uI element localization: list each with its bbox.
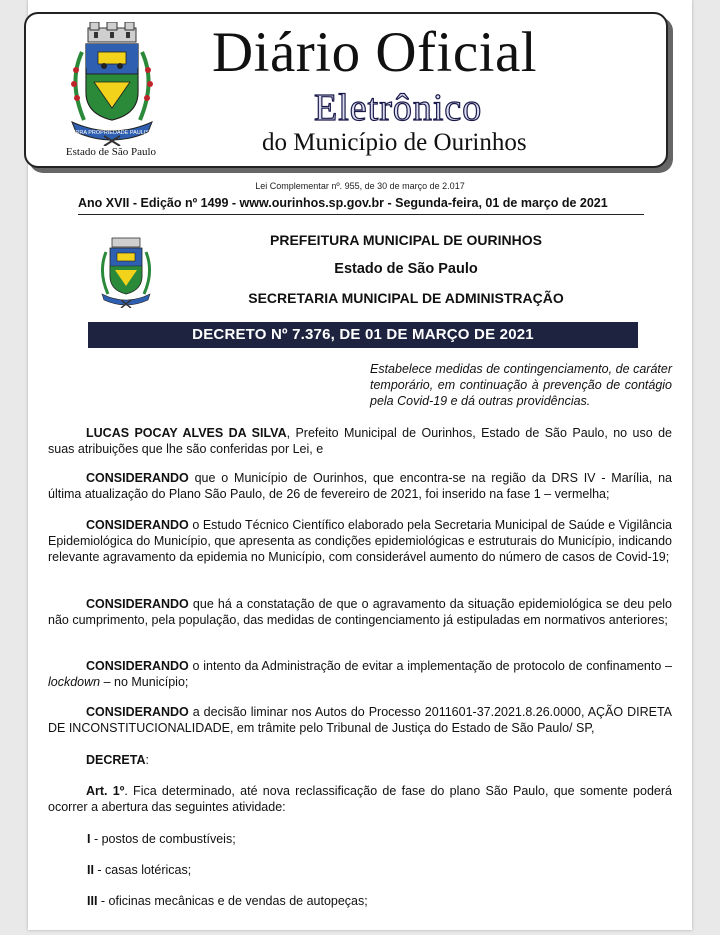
decree-summary: Estabelece medidas de contingenciamento, de caráter temporário, em continuação à prevenção de contágio pela Covid-19 e dá outras providências.	[370, 362, 672, 408]
divider	[78, 214, 644, 215]
item-number: II	[87, 863, 94, 877]
paragraph-text: que o Município de Ourinhos, que encontra-se na região da DRS IV - Marília, na última atualização do Plano São Paulo, de 26 de fevereiro de 2021, foi inserido na fase 1 – vermelha;	[48, 471, 672, 501]
article-1	[48, 783, 672, 815]
crest-motto: TERRA PROPRIEDADE PAULISTA	[68, 130, 156, 136]
paragraph-considerando-1	[48, 470, 672, 502]
paragraph-lead: CONSIDERANDO	[86, 705, 189, 719]
paragraph-text: – no Município;	[100, 675, 189, 689]
article-lead: Art. 1º	[86, 784, 125, 798]
paragraph-text: que há a constatação de que o agravamento da situação epidemiológica se deu pelo não cumprimento, pela população, das medidas de contingenciamento já estipuladas em normativos anteriores;	[48, 597, 672, 627]
list-item	[87, 831, 236, 847]
item-text: - casas lotéricas;	[93, 863, 192, 877]
decree-title: DECRETO Nº 7.376, DE 01 DE MARÇO DE 2021	[88, 322, 638, 348]
municipal-crest-icon	[64, 22, 160, 146]
paragraph-decreta	[48, 752, 672, 768]
journal-subtitle: Eletrônico	[314, 87, 483, 129]
paragraph-considerando-5	[48, 704, 672, 736]
paragraph-considerando-2	[48, 517, 672, 565]
paragraph-lead: CONSIDERANDO	[86, 597, 189, 611]
paragraph-italic: lockdown	[48, 675, 101, 689]
decreta-label: DECRETA	[86, 753, 146, 767]
item-text: - postos de combustíveis;	[90, 832, 236, 846]
masthead	[24, 12, 668, 168]
item-number: III	[87, 894, 98, 908]
paragraph-text: a decisão liminar nos Autos do Processo 2011601-37.2021.8.26.0000, AÇÃO DIRETA DE INCONSTITUCIONALIDADE, em trâmite pelo Tribunal de Justiça do Estado de São Paulo/ SP,	[48, 705, 672, 735]
law-reference: Lei Complementar nº. 955, de 30 de março de 2.017	[255, 181, 465, 191]
paragraph-lead: CONSIDERANDO	[86, 659, 189, 673]
item-number: I	[87, 832, 91, 846]
list-item	[87, 893, 368, 909]
paragraph-considerando-4	[48, 658, 672, 690]
header-secretaria: SECRETARIA MUNICIPAL DE ADMINISTRAÇÃO	[248, 290, 564, 306]
municipal-crest-small-icon	[96, 236, 156, 308]
paragraph-lead: LUCAS POCAY ALVES DA SILVA	[86, 426, 287, 440]
paragraph-lead: CONSIDERANDO	[86, 471, 189, 485]
crest-state-label: Estado de São Paulo	[65, 146, 157, 158]
paragraph-text: o Estudo Técnico Científico elaborado pela Secretaria Municipal de Saúde e Vigilância Epidemiológica do Município, que apresenta as condições epidemiológicas e estruturais do Município, indicando relevante agravamento da epidemia no Município, com considerável aumento do número de casos de Covid-19;	[48, 518, 672, 564]
article-text: . Fica determinado, até nova reclassificação de fase do plano São Paulo, que somente poderá ocorrer a abertura das seguintes atividade:	[48, 784, 672, 814]
paragraph-considerando-3	[48, 596, 672, 628]
municipality-title: do Município de Ourinhos	[262, 129, 527, 156]
paragraph-text: o intento da Administração de evitar a implementação de protocolo de confinamento –	[188, 659, 672, 673]
paragraph-lead: CONSIDERANDO	[86, 518, 189, 532]
edition-info: Ano XVII - Edição nº 1499 - www.ourinhos.sp.gov.br - Segunda-feira, 01 de março de 2021	[78, 196, 608, 210]
journal-title: Diário Oficial	[212, 21, 538, 84]
header-state: Estado de São Paulo	[334, 261, 478, 277]
list-item	[87, 862, 191, 878]
paragraph-preamble	[48, 425, 672, 457]
paragraph-text: , Prefeito Municipal de Ourinhos, Estado de São Paulo, no uso de suas atribuições que lhe são conferidas por Lei, e	[48, 426, 672, 456]
decreta-colon: :	[145, 753, 149, 767]
item-text: - oficinas mecânicas e de vendas de autopeças;	[97, 894, 368, 908]
header-prefeitura: PREFEITURA MUNICIPAL DE OURINHOS	[270, 232, 542, 248]
